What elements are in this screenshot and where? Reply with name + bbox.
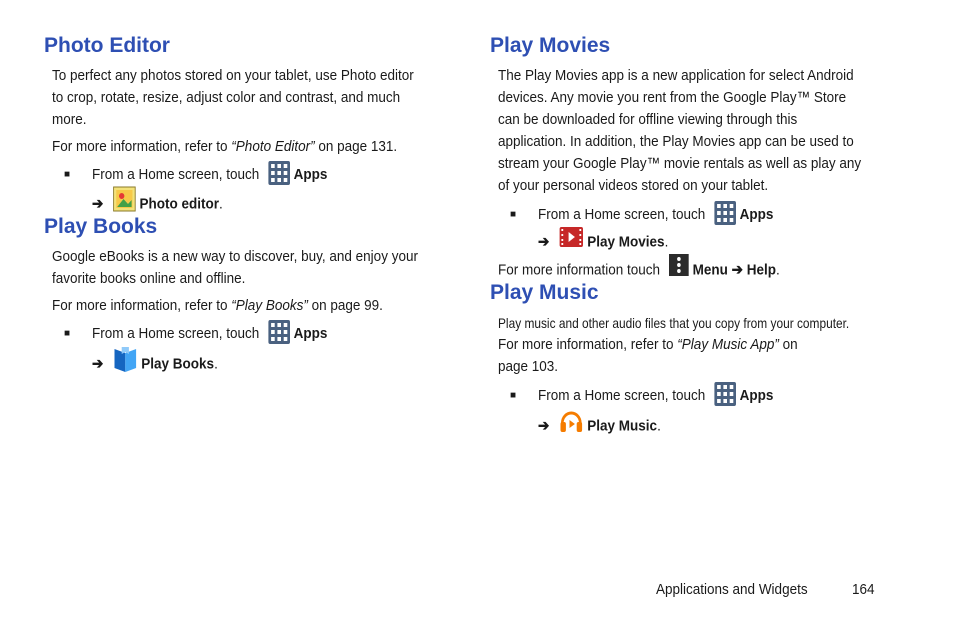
play-books-icon <box>112 345 137 380</box>
play-movies-paragraph <box>498 65 861 197</box>
apps-grid-icon <box>268 161 290 185</box>
more-prefix: For more information touch <box>498 261 661 279</box>
period: . <box>214 355 218 373</box>
paragraph-line: of your personal videos stored on your tablet. <box>498 177 769 194</box>
play-books-step-target <box>92 347 218 382</box>
paragraph-line: Play music and other audio files that you copy from your computer. <box>498 315 850 331</box>
bullet-icon: ■ <box>64 328 71 339</box>
bullet-icon: ■ <box>510 390 517 401</box>
play-movies-step <box>538 203 773 227</box>
play-books-step <box>92 322 327 346</box>
paragraph-line: more. <box>52 111 87 128</box>
paragraph-line: stream your Google Play™ movie rentals as well as play any <box>498 155 862 172</box>
step-prefix: From a Home screen, touch <box>92 165 260 183</box>
photo-editor-label: Photo editor <box>139 195 219 213</box>
arrow-icon: ➔ <box>538 233 550 251</box>
arrow-icon: ➔ <box>92 195 104 213</box>
apps-label: Apps <box>293 324 328 342</box>
photo-editor-reference <box>52 136 397 158</box>
play-music-label: Play Music <box>587 417 658 435</box>
play-music-reference <box>498 334 798 378</box>
apps-grid-icon <box>268 320 290 344</box>
period: . <box>775 261 780 279</box>
arrow-icon: ➔ <box>538 417 550 435</box>
paragraph-line: devices. Any movie you rent from the Google Play™ Store <box>498 89 847 106</box>
paragraph-line: Google eBooks is a new way to discover, buy, and enjoy your <box>52 248 418 265</box>
arrow-icon: ➔ <box>92 355 104 373</box>
reference-line-2: page 103. <box>498 358 559 375</box>
paragraph-line: To perfect any photos stored on your tablet, use Photo editor <box>52 67 414 84</box>
play-music-heading: Play Music <box>490 281 599 304</box>
bullet-icon: ■ <box>510 209 517 220</box>
step-prefix: From a Home screen, touch <box>538 205 706 223</box>
help-label: Help <box>746 261 776 279</box>
play-music-paragraph <box>498 312 849 334</box>
ref-title-link[interactable]: “Play Music App” <box>677 336 779 353</box>
paragraph-line: application. In addition, the Play Movies app can be used to <box>498 133 854 150</box>
period: . <box>218 195 223 213</box>
apps-grid-icon <box>714 382 736 406</box>
ref-suffix: on page 99. <box>307 297 383 314</box>
play-movies-step-target <box>538 228 668 257</box>
paragraph-line: to crop, rotate, resize, adjust color and contrast, and much <box>52 89 401 106</box>
menu-icon <box>669 254 689 283</box>
paragraph-line: The Play Movies app is a new application for select Android <box>498 67 854 84</box>
photo-editor-step <box>92 163 327 187</box>
ref-prefix: For more information, refer to <box>498 336 678 353</box>
footer-section: Applications and Widgets <box>656 581 808 598</box>
step-prefix: From a Home screen, touch <box>538 386 706 404</box>
play-movies-icon <box>558 226 583 255</box>
ref-title-link[interactable]: “Photo Editor” <box>231 138 315 155</box>
play-books-paragraph <box>52 246 418 290</box>
page-number: 164 <box>852 581 875 598</box>
play-books-heading: Play Books <box>44 215 158 238</box>
menu-label: Menu <box>692 261 728 279</box>
arrow-icon: ➔ <box>731 261 743 279</box>
photo-editor-heading: Photo Editor <box>44 34 170 57</box>
apps-label: Apps <box>739 386 774 404</box>
ref-title-link[interactable]: “Play Books” <box>231 297 308 314</box>
ref-suffix: on <box>778 336 798 353</box>
ref-prefix: For more information, refer to <box>52 297 232 314</box>
photo-editor-paragraph <box>52 65 414 131</box>
step-prefix: From a Home screen, touch <box>92 324 260 342</box>
play-books-reference <box>52 295 383 317</box>
play-music-step <box>538 384 773 408</box>
paragraph-line: favorite books online and offline. <box>52 270 246 287</box>
play-movies-label: Play Movies <box>587 233 665 251</box>
apps-grid-icon <box>714 201 736 225</box>
play-books-label: Play Books <box>141 355 215 373</box>
ref-prefix: For more information, refer to <box>52 138 232 155</box>
paragraph-line: can be downloaded for offline viewing through this <box>498 111 798 128</box>
apps-label: Apps <box>293 165 328 183</box>
play-movies-heading: Play Movies <box>490 34 611 57</box>
apps-label: Apps <box>739 205 774 223</box>
ref-suffix: on page 131. <box>314 138 398 155</box>
period: . <box>657 417 661 435</box>
play-music-icon <box>558 407 583 442</box>
reference-line <box>498 334 798 356</box>
bullet-icon: ■ <box>64 169 71 180</box>
period: . <box>664 233 669 251</box>
play-music-step-target <box>538 409 661 444</box>
